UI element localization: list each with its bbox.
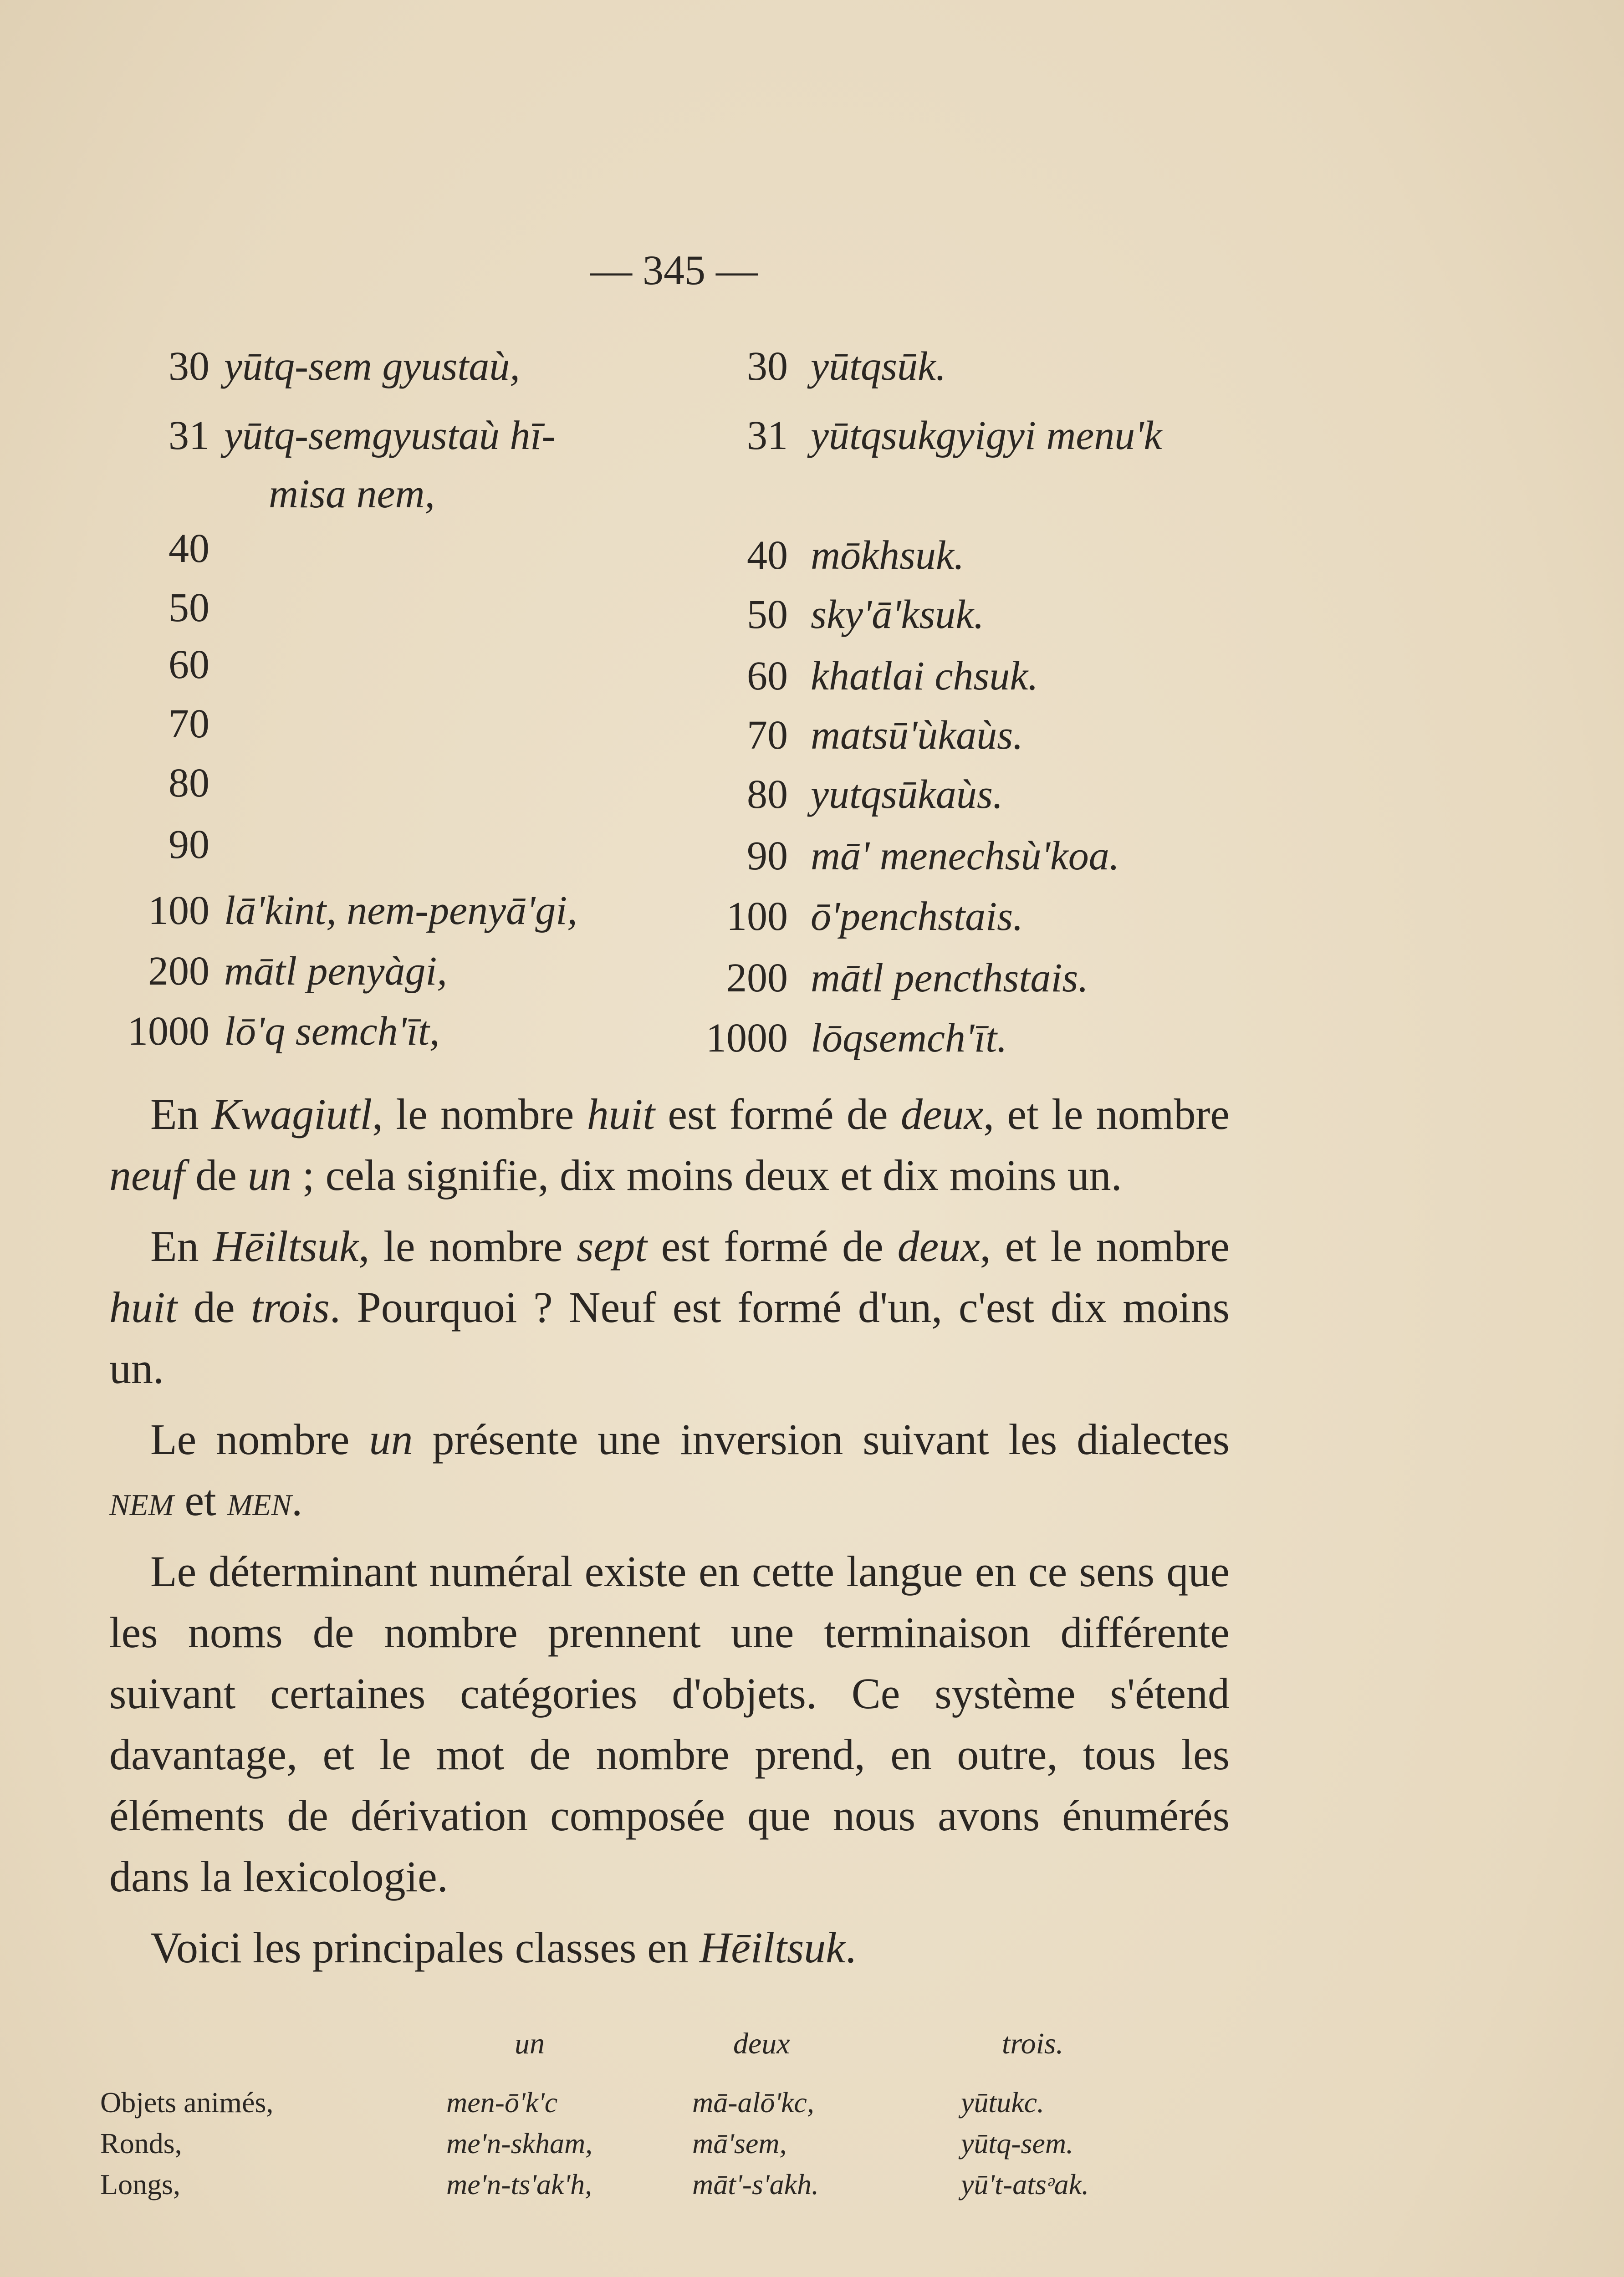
text: est formé de [655,1090,901,1138]
numeral-word: yūtq-semgyustaù hī- [224,413,556,458]
text: En [150,1090,212,1138]
numeral: 200 [148,949,209,994]
class-value-un: men-ō'k'c [446,2086,558,2119]
class-value-un: me'n-skham, [446,2127,593,2160]
numeral: 30 [169,344,209,389]
numeral-word: yūtqsukgyigyi menu'k [811,413,1162,458]
prose [109,1084,1230,1978]
numeral: 1000 [128,1009,209,1054]
numeral-word: mātl pencthstais. [811,955,1088,1001]
paragraph-kwagiutl [109,1084,1230,1206]
column-header-trois: trois. [1002,2027,1064,2060]
paragraph-inversion [109,1409,1230,1531]
text-italic: deux [900,1090,984,1138]
numeral: 100 [726,894,788,939]
text: est formé de [647,1222,898,1271]
class-value-trois: yūtukc. [961,2086,1044,2119]
numeral-word: lō'q semch'īt, [224,1009,440,1054]
class-value-deux: mā'sem, [692,2127,787,2160]
text: , et le nombre [980,1222,1230,1271]
text: , le nombre [372,1090,587,1138]
text: . [845,1923,856,1972]
class-label: Longs, [100,2168,180,2200]
class-label: Objets animés, [100,2086,274,2119]
text: , et le nombre [983,1090,1230,1138]
numeral: 40 [747,533,788,578]
class-value-trois: yūtq-sem. [961,2127,1074,2160]
text-italic: deux [897,1222,980,1271]
numeral: 30 [747,344,788,389]
text-italic: men [227,1476,292,1525]
numeral: 1000 [706,1016,788,1061]
numeral: 200 [726,955,788,1001]
numeral: 100 [148,888,209,933]
text-italic: un [369,1415,413,1464]
numeral: 70 [169,701,209,746]
numeral: 31 [747,413,788,458]
text: présente une inversion suivant les dialectes [413,1415,1230,1464]
class-label: Ronds, [100,2127,182,2160]
text: de [177,1283,251,1332]
numeral: 31 [169,413,209,458]
numeral: 90 [747,833,788,878]
text: Voici les principales classes en [150,1923,700,1972]
paragraph-heiltsuk [109,1216,1230,1399]
numeral-word: lōqsemch'īt. [811,1016,1007,1061]
numeral-word: yūtqsūk. [811,344,946,389]
page-number: — 345 — [590,247,758,293]
numeral: 60 [747,653,788,699]
text: . [291,1476,303,1525]
numeral-word: mā' menechsù'koa. [811,833,1120,878]
text: . Pourquoi ? Neuf est formé d'un, c'est dix moins un. [109,1283,1230,1393]
text-italic: Hēiltsuk [699,1923,845,1972]
text-italic: huit [587,1090,655,1138]
text: , le nombre [358,1222,577,1271]
text-italic: neuf [109,1151,185,1200]
numeral: 60 [169,642,209,687]
text: et [174,1476,227,1525]
numeral: 40 [169,526,209,571]
class-value-deux: mā-alō'kc, [692,2086,814,2119]
text: ; cela signifie, dix moins deux et dix moins un. [291,1151,1122,1200]
paragraph-determinant: Le déterminant numéral existe en cette langue en ce sens que les noms de nombre prennent une terminaison différente suivant certaines catégories d'objets. Ce système s'étend davantage, et le mot de nombre prend, en outre, tous les éléments de dérivation composée que nous avons énumérés dans la lexicologie. [109,1547,1230,1901]
class-value-un: me'n-ts'ak'h, [446,2168,592,2200]
numeral: 80 [169,761,209,806]
text-italic: trois [251,1283,330,1332]
text-italic: Hēiltsuk [213,1222,359,1271]
text: En [150,1222,213,1271]
text-italic: huit [109,1283,178,1332]
text-italic: nem [109,1476,174,1525]
numeral-word: lā'kint, nem-penyā'gi, [224,888,577,933]
column-header-deux: deux [733,2027,790,2060]
class-value-trois: yū't-atsᵊak. [961,2168,1089,2200]
numeral-word: ō'penchstais. [811,894,1023,939]
numeral-word: matsū'ùkaùs. [811,713,1023,758]
column-header-un: un [515,2027,545,2060]
numeral-word: mātl penyàgi, [224,949,447,994]
numeral: 80 [747,772,788,817]
text-italic: un [247,1151,291,1200]
numeral-word: khatlai chsuk. [811,653,1038,699]
text: Le nombre [150,1415,369,1464]
numeral-word: mōkhsuk. [811,533,965,578]
text-italic: sept [577,1222,647,1271]
text-italic: Kwagiutl [212,1090,373,1138]
numeral: 50 [747,592,788,637]
paragraph-classes-intro [109,1917,1230,1978]
numeral: 70 [747,713,788,758]
numeral: 90 [169,822,209,867]
class-value-deux: māt'-s'akh. [692,2168,819,2200]
numeral-word: sky'ā'ksuk. [811,592,984,637]
numeral-word: yūtq-sem gyustaù, [224,344,520,389]
text: de [184,1151,248,1200]
numeral: 50 [169,585,209,630]
numeral-word: yutqsūkaùs. [811,772,1003,817]
numeral-word: misa nem, [269,471,435,516]
